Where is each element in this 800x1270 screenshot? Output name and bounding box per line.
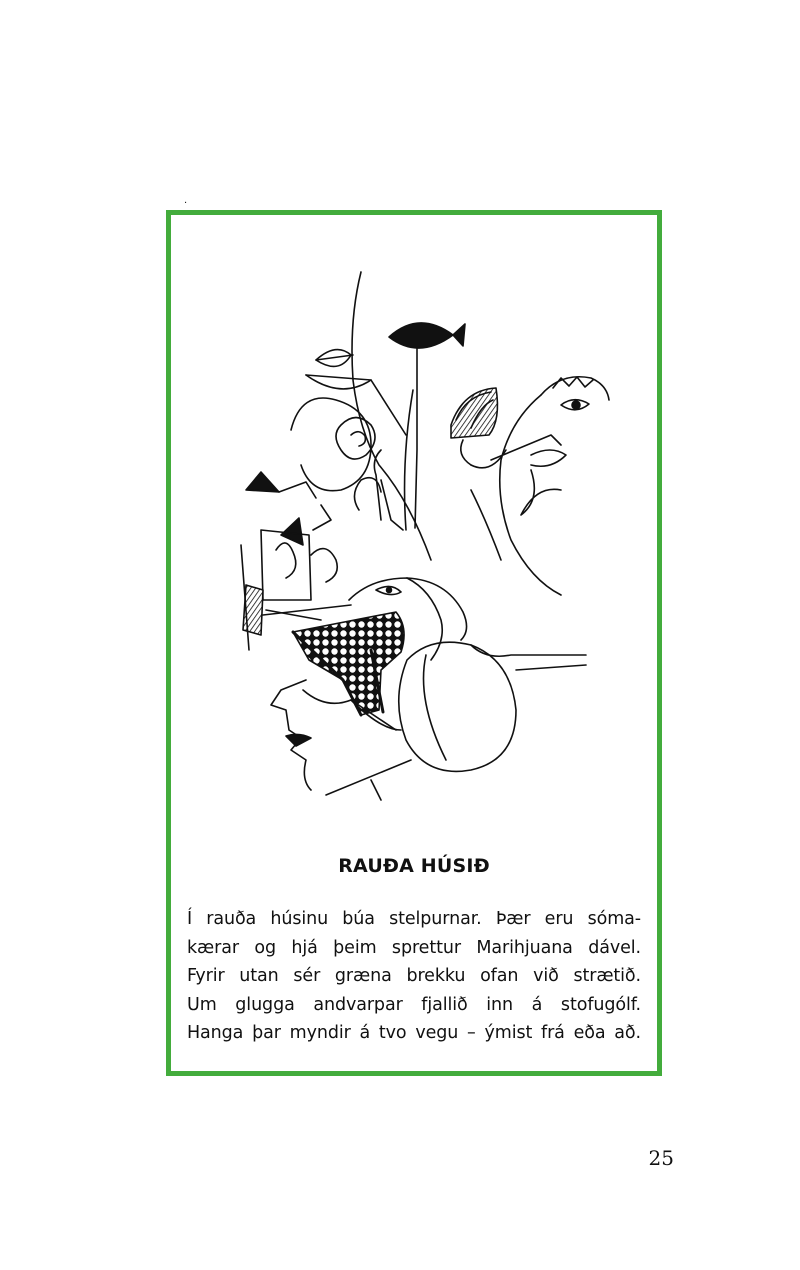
green-bordered-frame xyxy=(166,210,662,1076)
page-marker-dot: . xyxy=(184,195,188,206)
poem-line: Fyrir utan sér græna brekku ofan við strætið. xyxy=(187,966,641,986)
poem-line: Í rauða húsinu búa stelpurnar. Þær eru sóma- xyxy=(187,909,641,929)
line-drawing-illustration xyxy=(231,260,631,835)
poem-body xyxy=(187,905,641,1048)
poem-line: Um glugga andvarpar fjallið inn á stofugólf. xyxy=(187,994,641,1015)
poem-title: RAUÐA HÚSIÐ xyxy=(338,855,490,877)
page-number: 25 xyxy=(648,1146,674,1170)
illustration-svg xyxy=(231,260,631,835)
poem-line: kærar og hjá þeim sprettur Marihjuana dável. xyxy=(187,937,641,958)
poem-line: Hanga þar myndir á tvo vegu – ýmist frá eða að. xyxy=(187,1023,641,1043)
